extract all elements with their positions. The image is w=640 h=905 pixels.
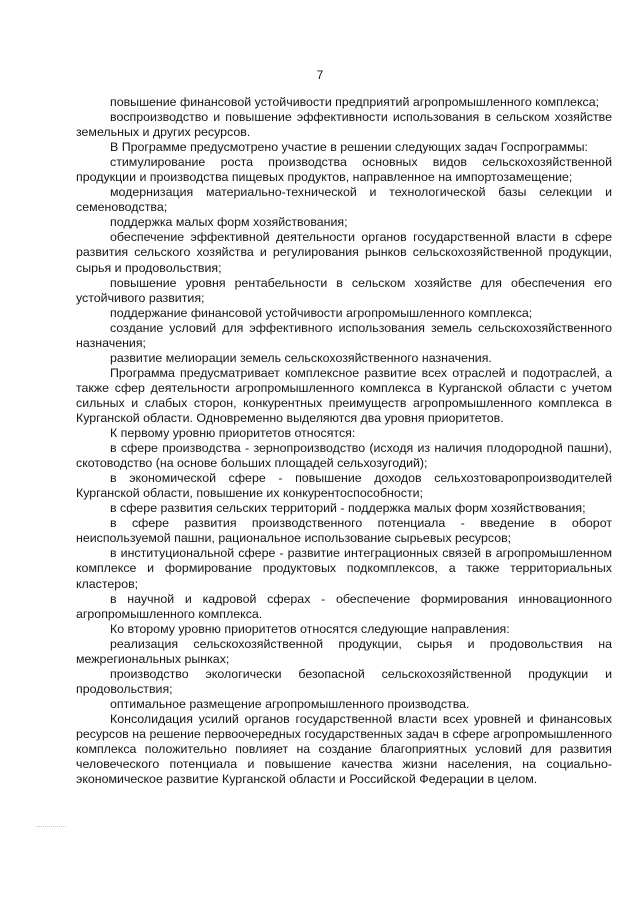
paragraph: в экономической сфере - повышение доходов сельхозтоваропроизводителей Курганской области, повышение их конкурентоспособности; xyxy=(76,471,612,501)
paragraph: воспроизводство и повышение эффективности использования в сельском хозяйстве земельных и других ресурсов. xyxy=(76,110,612,140)
paragraph: создание условий для эффективного использования земель сельскохозяйственного назначения; xyxy=(76,320,612,350)
paragraph: повышение финансовой устойчивости предприятий агропромышленного комплекса; xyxy=(110,95,600,109)
paragraph: повышение уровня рентабельности в сельском хозяйстве для обеспечения его устойчивого развития; xyxy=(76,275,612,305)
page-number: 7 xyxy=(316,68,324,82)
paragraph: поддержка малых форм хозяйствования; xyxy=(110,215,348,230)
paragraph: в сфере развития сельских территорий - поддержка малых форм хозяйствования; xyxy=(110,501,586,516)
document-body xyxy=(76,95,612,787)
paragraph: Консолидация усилий органов государственной власти всех уровней и финансовых ресурсов на решение первоочередных государственных задач в сфере агропромышленного комплекса положительно повлияет на создание благоприятных условий для развития человеческого потенциала и повышение качества жизни населения, на социально-экономическое развитие Курганской области и Российской Федерации в целом. xyxy=(76,711,612,787)
paragraph: поддержание финансовой устойчивости агропромышленного комплекса; xyxy=(110,305,533,320)
paragraph: В Программе предусмотрено участие в решении следующих задач Госпрограммы: xyxy=(110,140,588,155)
scan-artifact xyxy=(36,826,66,831)
paragraph: стимулирование роста производства основных видов сельскохозяйственной продукции и производства пищевых продуктов, направленное на импортозамещение; xyxy=(76,155,612,185)
paragraph: обеспечение эффективной деятельности органов государственной власти в сфере развития сельского хозяйства и регулирования рынков сельскохозяйственной продукции, сырья и продовольствия; xyxy=(76,230,612,275)
paragraph: в сфере развития производственного потенциала - введение в оборот неиспользуемой пашни, рациональное использование сырьевых ресурсов; xyxy=(76,516,612,546)
paragraph: Ко второму уровню приоритетов относятся следующие направления: xyxy=(110,621,510,636)
paragraph: в институциональной сфере - развитие интеграционных связей в агропромышленном комплексе и формирование продуктовых подкомплексов, а также территориальных кластеров; xyxy=(76,546,612,591)
paragraph: оптимальное размещение агропромышленного производства. xyxy=(110,696,470,711)
paragraph: развитие мелиорации земель сельскохозяйственного назначения. xyxy=(110,350,492,365)
paragraph: в сфере производства - зернопроизводство (исходя из наличия плодородной пашни), скотоводство (на основе больших площадей сельхозугодий); xyxy=(76,441,612,471)
paragraph: модернизация материально-технической и технологической базы селекции и семеноводства; xyxy=(76,185,612,215)
paragraph: реализация сельскохозяйственной продукции, сырья и продовольствия на межрегиональных рынках; xyxy=(76,636,612,666)
paragraph: в научной и кадровой сферах - обеспечение формирования инновационного агропромышленного комплекса. xyxy=(76,591,612,621)
paragraph: К первому уровню приоритетов относятся: xyxy=(110,426,356,441)
paragraph: Программа предусматривает комплексное развитие всех отраслей и подотраслей, а также сфер деятельности агропромышленного комплекса в Курганской области с учетом сильных и слабых сторон, конкурентных преимуществ агропромышленного комплекса в Курганской области. Одновременно выделяются два уровня приоритетов. xyxy=(76,365,612,425)
paragraph: производство экологически безопасной сельскохозяйственной продукции и продовольствия; xyxy=(76,666,612,696)
